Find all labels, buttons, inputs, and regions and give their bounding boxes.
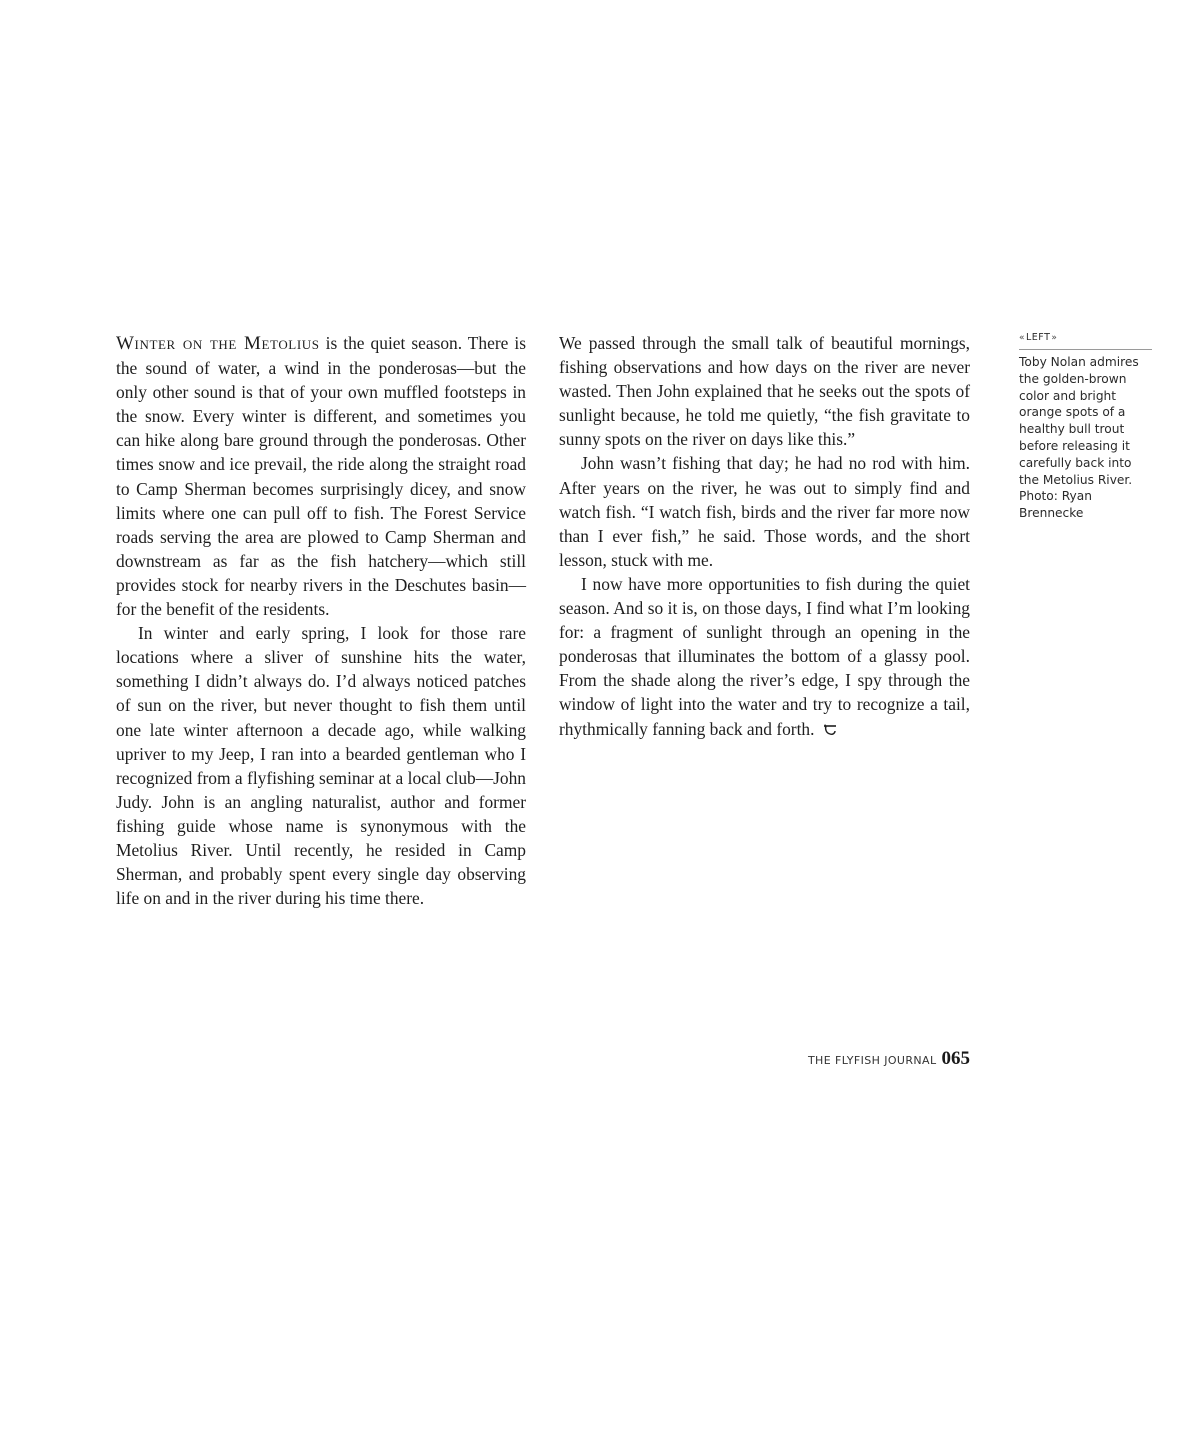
article-paragraph: In winter and early spring, I look for those rare locations where a sliver of sunshine hits the water, something I didn’t always do. I’d always noticed patches of sun on the river, but never thought to fish them until one late winter afternoon a decade ago, while walking upriver to my Jeep, I ran into a bearded gentleman who I recognized from a flyfishing seminar at a local club—John Judy. John is an angling naturalist, author and former fishing guide whose name is synonymous with the Metolius River. Until recently, he resided in Camp Sherman, and probably spent every single day observing life on and in the river during his time there. — [116, 623, 526, 909]
fish-hook-end-mark-icon — [822, 723, 838, 737]
article-column-right — [559, 331, 970, 741]
caption-direction-tag — [1019, 331, 1152, 350]
page-folio — [700, 1048, 970, 1070]
article-paragraph — [116, 331, 526, 621]
article-lead-in: Winter on the Metolius — [116, 333, 320, 354]
photo-caption — [1019, 331, 1152, 522]
folio-journal-name: THE FLYFISH JOURNAL — [807, 1054, 937, 1067]
article-paragraph-final — [559, 572, 970, 741]
article-paragraph-text: I now have more opportunities to fish during the quiet season. And so it is, on those days, I find what I’m looking for: a fragment of sunlight through an opening in the ponderosas that illuminates the bottom of a glassy pool. From the shade along the river’s edge, I spy through the window of light into the water and try to recognize a tail, rhythmically fanning back and forth. — [559, 573, 970, 739]
caption-tag-left-mark: « — [1019, 333, 1026, 343]
caption-tag-label: LEFT — [1026, 332, 1051, 343]
caption-tag-right-mark: » — [1051, 333, 1058, 343]
article-paragraph: John wasn’t fishing that day; he had no rod with him. After years on the river, he was out to simply find and watch fish. “I watch fish, birds and the river far more now than I ever fish,” he said. Those words, and the short lesson, stuck with me. — [559, 453, 970, 570]
article-paragraph-text: is the quiet season. There is the sound of water, a wind in the ponderosas—but the only other sound is that of your own muffled footsteps in the snow. Every winter is different, and sometimes you can hike along bare ground through the ponderosas. Other times snow and ice prevail, the ride along the straight road to Camp Sherman becomes surprisingly dicey, and snow limits where one can pull off to fish. The Forest Service roads serving the area are plowed to Camp Sherman and downstream as far as the fish hatchery—which still provides stock for nearby rivers in the Deschutes basin—for the benefit of the residents. — [116, 333, 526, 620]
article-column-left — [116, 331, 526, 910]
article-paragraph: We passed through the small talk of beautiful mornings, fishing observations and how days on the river are never wasted. Then John explained that he seeks out the spots of sunlight because, he told me quietly, “the fish gravitate to sunny spots on the river on days like this.” — [559, 333, 970, 450]
folio-page-number: 065 — [941, 1048, 970, 1069]
caption-text: Toby Nolan admires the golden-brown color and bright orange spots of a healthy bull trout before releasing it carefully back into the Metolius River. Photo: Ryan Brennecke — [1019, 355, 1139, 521]
